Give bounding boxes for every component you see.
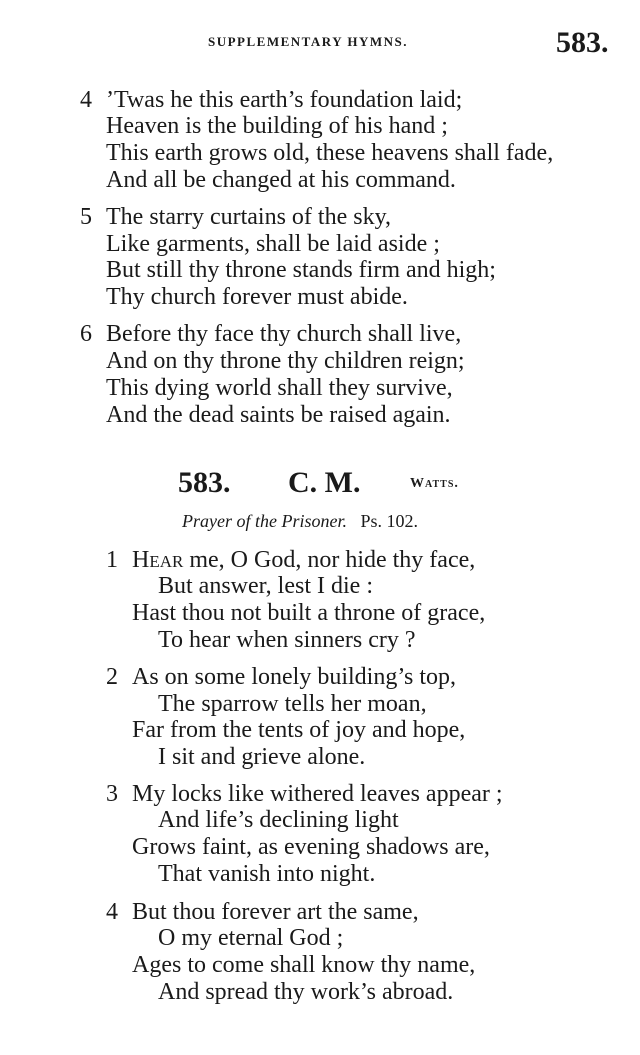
stanza-number: 6 (80, 321, 92, 347)
hymn-author: Watts. (410, 476, 459, 491)
psalm-reference: Ps. 102. (360, 511, 418, 531)
stanza-line: That vanish into night. (158, 861, 376, 887)
hymn-number: 583. (178, 466, 231, 499)
stanza-line: But answer, lest I die : (158, 573, 373, 599)
stanza-line: My locks like withered leaves appear ; (132, 781, 503, 807)
stanza-line: Like garments, shall be laid aside ; (106, 231, 440, 257)
running-title: SUPPLEMENTARY HYMNS. (208, 34, 408, 49)
hymn-subtitle (182, 511, 418, 532)
stanza-line: And the dead saints be raised again. (106, 402, 451, 428)
hymn-meter: C. M. (288, 466, 361, 499)
stanza-line: ’Twas he this earth’s foundation laid; (106, 87, 463, 113)
stanza-line: As on some lonely building’s top, (132, 664, 456, 690)
stanza-line: The sparrow tells her moan, (158, 691, 427, 717)
stanza-line: But thou forever art the same, (132, 899, 419, 925)
stanza-line: And spread thy work’s abroad. (158, 979, 454, 1005)
stanza-line: Before thy face thy church shall live, (106, 321, 462, 347)
stanza-line: I sit and grieve alone. (158, 744, 366, 770)
stanza-line: Grows faint, as evening shadows are, (132, 834, 490, 860)
stanza-line: Thy church forever must abide. (106, 284, 408, 310)
stanza-number: 4 (80, 87, 92, 113)
stanza-number: 3 (106, 781, 118, 807)
stanza-line: The starry curtains of the sky, (106, 204, 392, 230)
stanza-line: Hast thou not built a throne of grace, (132, 600, 486, 626)
stanza-line: And on thy throne thy children reign; (106, 348, 465, 374)
stanza-line: And life’s declining light (158, 807, 399, 833)
stanza-line: This dying world shall they survive, (106, 375, 453, 401)
stanza-number: 5 (80, 204, 92, 230)
stanza-number: 2 (106, 664, 118, 690)
stanza-line: To hear when sinners cry ? (158, 627, 416, 653)
stanza-number: 4 (106, 899, 118, 925)
stanza-line: O my eternal God ; (158, 925, 344, 951)
hymn-title: Prayer of the Prisoner. (182, 511, 347, 531)
stanza-line: Ages to come shall know thy name, (132, 952, 476, 978)
first-line-rest: me, O God, nor hide thy face, (183, 547, 476, 573)
first-word: Hear (132, 547, 184, 573)
stanza-number: 1 (106, 547, 118, 573)
page-number: 583. (556, 26, 609, 59)
stanza-line: This earth grows old, these heavens shall fade, (106, 140, 554, 166)
stanza-line: But still thy throne stands firm and high; (106, 257, 496, 283)
stanza-line: And all be changed at his command. (106, 167, 456, 193)
stanza-line: Heaven is the building of his hand ; (106, 113, 448, 139)
stanza-line: Far from the tents of joy and hope, (132, 717, 466, 743)
stanza-line-first (132, 548, 475, 572)
